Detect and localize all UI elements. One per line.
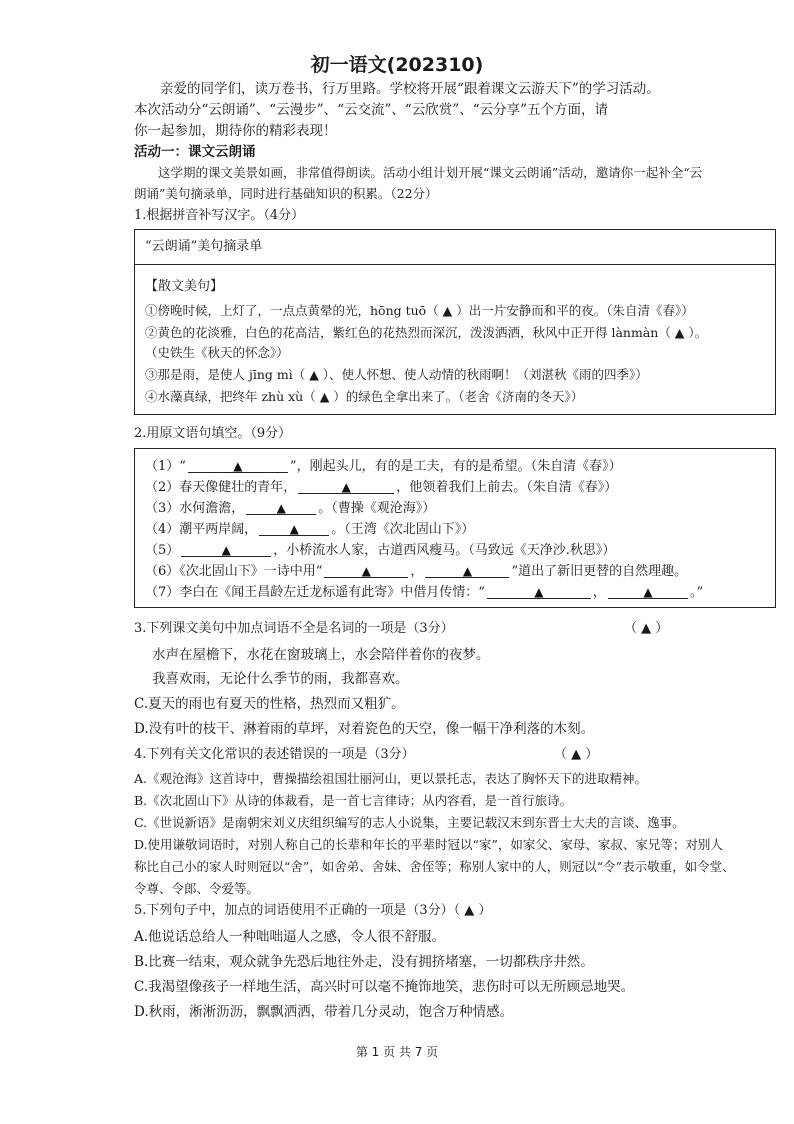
fill-line-6-mid: ， — [410, 564, 424, 579]
question-3 — [134, 620, 734, 638]
fill-line-6-pre: （6）《次北固山下》一诗中用“ — [145, 564, 323, 579]
fill-line-5-post: ，小桥流水人家，古道西风瘦马。（马致远《天净沙.秋思》） — [273, 543, 616, 558]
activity-1-desc-2: 朗诵”美句摘录单，同时进行基础知识的积累。（22分） — [134, 186, 438, 201]
q5-option-c: C.我渴望像孩子一样地生活，高兴时可以毫不掩饰地笑，悲伤时可以无所顾忌地哭。 — [134, 979, 635, 995]
fill-line-7-pre: （7）李白在《闻王昌龄左迁龙标遥有此寄》中借月传情：“ — [145, 585, 485, 600]
fill-line-7-mid: ， — [592, 585, 606, 600]
fill-line-4-post: 。（王湾《次北固山下》） — [331, 522, 475, 537]
q3-option-d: D.没有叶的枝干、淋着雨的草坪，对着瓷色的天空，像一幅干净利落的木刻。 — [134, 721, 595, 737]
q4-option-d-3: 令尊、令郎、令爱等。 — [134, 881, 260, 896]
question-4-text: 4.下列有关文化常识的表述错误的一项是（3分） — [134, 747, 415, 762]
q5-option-d: D.秋雨，淅淅沥沥，飘飘洒洒，带着几分灵动，饱含万种情感。 — [134, 1004, 514, 1020]
question-4 — [134, 746, 734, 764]
intro-line-2: 本次活动分“云朗诵”、“云漫步”、“云交流”、“云欣赏”、“云分享”五个方面，请 — [134, 102, 609, 118]
q5-option-b: B.比赛一结束，观众就争先恐后地往外走，没有拥挤堵塞，一切都秩序井然。 — [134, 954, 594, 970]
activity-1-heading: 活动一：课文云朗诵 — [134, 144, 256, 160]
answer-blank[interactable] — [608, 583, 688, 599]
answer-blank[interactable] — [324, 562, 408, 578]
excerpt-box-heading: “云朗诵”美句摘录单 — [145, 239, 263, 254]
fill-line-4-pre: （4）潮平两岸阔， — [145, 522, 258, 537]
fill-line-5 — [145, 541, 615, 560]
q3-option-c: C.夏天的雨也有夏天的性格，热烈而又粗犷。 — [134, 696, 405, 712]
triangle-marker: ▲ — [276, 501, 286, 515]
q4-option-b: B.《次北固山下》从诗的体裁看，是一首七言律诗；从内容看，是一首行旅诗。 — [134, 793, 573, 808]
answer-blank[interactable] — [188, 457, 288, 473]
question-2: 2.用原文语句填空。（9分） — [134, 426, 292, 441]
q3-option-b: 我喜欢雨，无论什么季节的雨，我都喜欢。 — [152, 671, 409, 687]
q3-option-a: 水声在屋檐下，水花在窗玻璃上，水会陪伴着你的夜梦。 — [152, 647, 490, 663]
excerpt-box-divider — [135, 264, 775, 265]
q4-option-d-2: 称比自己小的家人时则冠以“舍”，如舍弟、舍妹、舍侄等；称别人家中的人，则冠以“令”表示敬重，如令堂、 — [134, 859, 735, 874]
excerpt-line-5: ④水藻真绿，把终年 zhù xù（ ▲ ）的绿色全拿出来了。（老舍《济南的冬天》） — [145, 389, 584, 404]
question-3-answer-slot[interactable]: （ ▲ ） — [624, 621, 669, 636]
excerpt-line-2: ②黄色的花淡雅，白色的花高洁，紫红色的花热烈而深沉，泼泼洒洒，秋风中正开得 lànmàn（ ▲ ）。 — [145, 325, 708, 340]
fill-line-4 — [145, 520, 474, 539]
triangle-marker: ▲ — [534, 585, 544, 599]
fill-line-6 — [145, 562, 687, 581]
excerpt-line-3: （史铁生《秋天的怀念》） — [145, 345, 289, 360]
fill-line-3 — [145, 499, 435, 518]
intro-line-1: 亲爱的同学们，读万卷书，行万里路。学校将开展“跟着课文云游天下”的学习活动。 — [160, 81, 660, 97]
fill-line-7-post: 。” — [689, 585, 704, 600]
fill-line-1 — [145, 457, 622, 476]
fill-in-box — [134, 448, 776, 608]
fill-line-6-post: ”道出了新旧更替的自然理趣。 — [511, 564, 688, 579]
question-4-answer-slot[interactable]: （ ▲ ） — [554, 747, 599, 762]
excerpt-line-4: ③那是雨，是使人 jīng mì（ ▲ ）、使人怀想、使人动情的秋雨啊！（刘湛秋《雨的四季》） — [145, 367, 648, 382]
excerpt-line-1: ①傍晚时候，上灯了，一点点黄晕的光，hōng tuō（ ▲ ）出一片安静而和平的夜。（朱自清《春》） — [145, 303, 694, 318]
q4-option-a: A.《观沧海》这首诗中，曹操描绘祖国壮丽河山，更以景托志，表达了胸怀天下的进取精神。 — [134, 771, 648, 786]
fill-line-1-post: ”，刚起头儿，有的是工夫，有的是希望。（朱自清《春》） — [289, 459, 622, 474]
question-3-text: 3.下列课文美句中加点词语不全是名词的一项是（3分） — [134, 621, 454, 636]
q5-option-a: A.他说话总给人一种咄咄逼人之感，令人很不舒服。 — [134, 929, 446, 945]
excerpt-section: 【散文美句】 — [145, 279, 224, 294]
fill-line-2-pre: （2）春天像健壮的青年， — [145, 480, 297, 495]
question-5: 5.下列句子中，加点的词语使用不正确的一项是（3分）（ ▲ ） — [134, 903, 492, 918]
q4-option-c: C.《世说新语》是南朝宋刘义庆组织编写的志人小说集，主要记载汉末到东晋士大夫的言谈、逸事。 — [134, 815, 685, 830]
fill-line-7 — [145, 583, 703, 602]
excerpt-box — [134, 229, 776, 415]
answer-blank[interactable] — [259, 520, 329, 536]
triangle-marker: ▲ — [233, 459, 243, 473]
page-footer: 第 1 页 共 7 页 — [355, 1045, 439, 1059]
intro-line-3: 你一起参加，期待你的精彩表现！ — [134, 123, 337, 139]
triangle-marker: ▲ — [643, 585, 653, 599]
triangle-marker: ▲ — [462, 564, 473, 578]
fill-line-3-post: 。（曹操《观沧海》） — [318, 501, 436, 516]
answer-blank[interactable] — [487, 583, 591, 599]
fill-line-2-post: ，他领着我们上前去。（朱自清《春》） — [396, 480, 618, 495]
answer-blank[interactable] — [246, 499, 316, 515]
fill-line-5-pre: （5） — [145, 543, 180, 558]
triangle-marker: ▲ — [221, 543, 231, 557]
question-1: 1.根据拼音补写汉字。（4分） — [134, 208, 305, 223]
fill-line-3-pre: （3）水何澹澹， — [145, 501, 245, 516]
triangle-marker: ▲ — [361, 564, 372, 578]
activity-1-desc-1: 这学期的课文美景如画，非常值得朗读。活动小组计划开展“课文云朗诵”活动，邀请你一起补全“云 — [158, 165, 703, 180]
answer-blank[interactable] — [181, 541, 271, 557]
page-title: 初一语文(202310) — [310, 54, 484, 76]
q4-option-d-1: D.使用谦敬词语时，对别人称自己的长辈和年长的平辈时冠以“家”，如家父、家母、家叔、家兄等；对别人 — [134, 837, 723, 852]
fill-line-2 — [145, 478, 617, 497]
fill-line-1-pre: （1）“ — [145, 459, 186, 474]
answer-blank[interactable] — [298, 478, 394, 494]
triangle-marker: ▲ — [341, 480, 351, 494]
triangle-marker: ▲ — [289, 522, 299, 536]
answer-blank[interactable] — [425, 562, 509, 578]
